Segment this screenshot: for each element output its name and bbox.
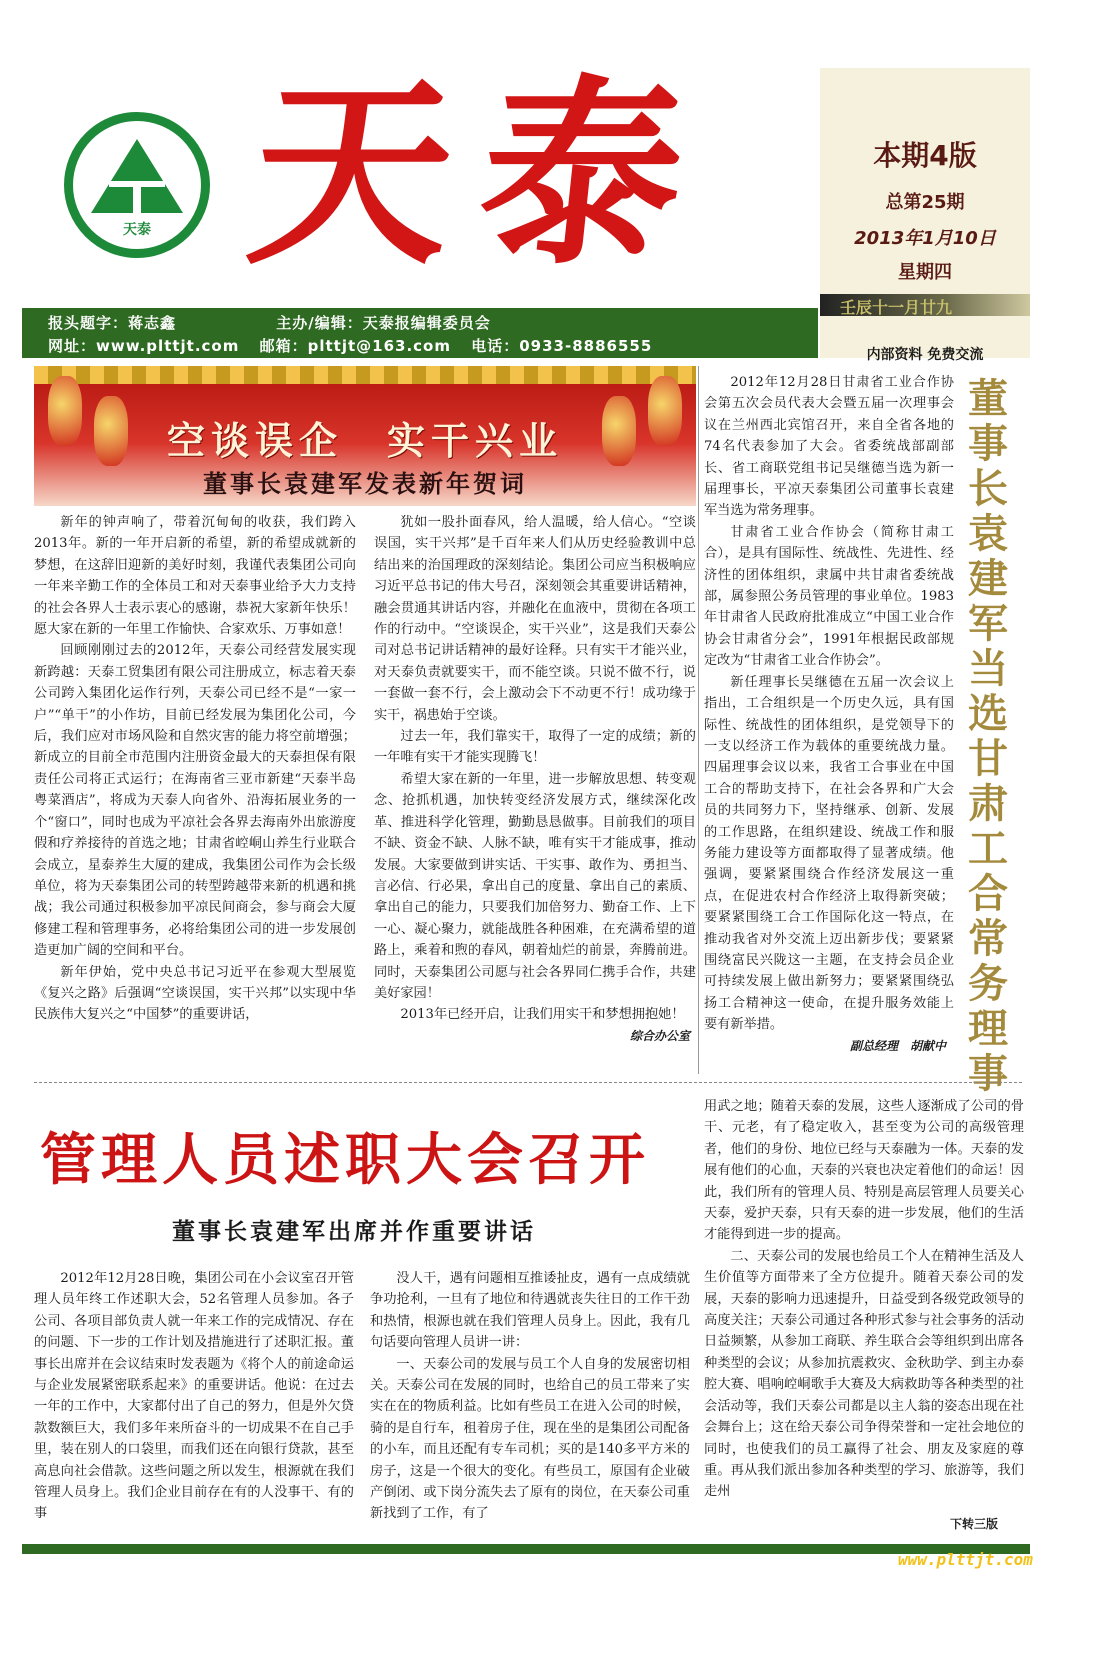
lead-column-2 [374, 512, 696, 1047]
continued-note: 下转三版 [950, 1517, 999, 1531]
lead-signature: 综合办公室 [629, 1028, 690, 1043]
side-signature: 副总经理 胡献中 [849, 1038, 946, 1053]
paragraph: 没人干，遇有问题相互推诿扯皮，遇有一点成绩就争功抢利，一旦有了地位和待遇就丧失往日的工作干劲和热情，根源也就在我们管理人员身上。因此，我有几句话要向管理人员讲一讲： [370, 1271, 690, 1351]
second-column-3 [704, 1096, 1024, 1503]
paragraph: 新年的钟声响了，带着沉甸甸的收获，我们跨入2013年。新的一年开启新的希望，新的希望成就新的梦想，在这辞旧迎新的美好时刻，我谨代表集团公司向一年来辛勤工作的全体员工和对天泰事业给予大力支持的社会各界人士表示衷心的感谢，恭祝大家新年快乐！愿大家在新的一年里工作愉快、合家欢乐、万事如意！ [34, 515, 356, 638]
lunar-date: 壬辰十一月廿九 [840, 298, 953, 317]
lead-headline: 空谈误企 实干兴业 [166, 418, 563, 463]
issue-total: 总第25期 [885, 192, 965, 213]
second-column-2 [370, 1268, 690, 1525]
paragraph: 2013年已经开启，让我们用实干和梦想拥抱她！ [400, 1007, 685, 1023]
paragraph: 一、天泰公司的发展与员工个人自身的发展密切相关。天泰公司在发展的同时，也给自己的员工带来了实实在在的物质利益。比如有些员工在进入公司的时候，骑的是自行车，租着房子住，现在坐的是集团公司配备的小车，而且还配有专车司机；买的是140多平方米的房子，这是一个很大的变化。有些员工，原国有企业破产倒闭、或下岗分流失去了原有的岗位，在天泰公司重新找到了工作，有了 [370, 1356, 690, 1522]
issue-weekday: 星期四 [898, 262, 952, 283]
internal-note: 内部资料 免费交流 [866, 347, 984, 363]
second-headline: 管理人员述职大会召开 [40, 1128, 650, 1193]
company-logo [64, 112, 210, 258]
calligrapher-credit: 报头题字：蒋志鑫 [48, 314, 177, 332]
side-article [704, 372, 954, 1057]
side-headline: 董事长袁建军当选甘肃工合常务理事 [968, 375, 1008, 1097]
paragraph: 甘肃省工业合作协会（简称甘肃工合），是具有国际性、统战性、先进性、经济性的团体组织，隶属中共甘肃省委统战部，属参照公务员管理的事业单位。1983年甘肃省人民政府批准成立“中国工业合作协会甘肃省分会”，1991年根据民政部规定改为“甘肃省工业合作协会”。 [704, 524, 954, 669]
paragraph: 回顾刚刚过去的2012年，天泰公司经营发展实现新跨越：天泰工贸集团有限公司注册成立，标志着天泰公司跨入集团化运作行列，天泰公司已经不是“一家一户”“单干”的小作坊，目前已经发展为集团化公司，今后，我们应对市场风险和自然灾害的能力将空前增强；新成立的目前全市范围内注册资金最大的天泰担保有限责任公司将正式运行；在海南省三亚市新建“天泰半岛粤菜酒店”，将成为天泰人向省外、沿海拓展业务的一个“窗口”，同时也成为平凉社会各界去海南外出旅游度假和疗养接待的首选之地；甘肃省崆峒山养生行业联合会成立，星泰养生大厦的建成，我集团公司作为会长级单位，将为天泰集团公司的转型跨越带来新的机遇和挑战；我公司通过积极参加平凉民间商会，参与商会大厦修建工程和管理事务，必将给集团公司的进一步发展创造更加广阔的空间和平台。 [34, 643, 356, 959]
lunar-date-bar [820, 294, 1030, 316]
masthead [22, 32, 1030, 363]
paragraph: 新任理事长吴继德在五届一次会议上指出，工合组织是一个历史久远，具有国际性、统战性的团体组织，是党领导下的一支以经济工作为载体的重要统战力量。四届理事会议以来，我省工合事业在中国工合的帮助支持下，在社会各界和广大会员的共同努力下，坚持继承、创新、发展的工作思路，在组织建设、统战工作和服务能力建设等方面都取得了显著成绩。他强调，要紧紧围绕合作经济发展这一重点，在促进农村合作经济上取得新突破；要紧紧围绕工合工作国际化这一特点，在推动我省对外交流上迈出新步伐；要紧紧围绕富民兴陇这一主题，在支持会员企业可持续发展上做出新努力；要紧紧围绕弘扬工合精神这一使命，在提升服务效能上要有新举措。 [704, 674, 954, 1033]
paragraph: 希望大家在新的一年里，进一步解放思想、转变观念、抢抓机遇，加快转变经济发展方式，继续深化改革、推进科学化管理，勤勤恳恳做事。目前我们的项目不缺、资金不缺、人脉不缺，唯有实干才能成事，推动发展。大家要做到讲实话、干实事、敢作为、勇担当、言必信、行必果，拿出自己的度量、拿出自己的素质、拿出自己的能力，只要我们加倍努力、勤奋工作、上下一心、凝心聚力，就能战胜各种困难，在充满希望的道路上，乘着和煦的春风，朝着灿烂的前景，奔腾前进。同时，天泰集团公司愿与社会各界同仁携手合作，共建美好家园！ [374, 771, 696, 1001]
editor-credit: 主办/编辑：天泰报编辑委员会 [276, 314, 491, 332]
section-divider [34, 1082, 1022, 1083]
lead-article [34, 366, 696, 1074]
second-column-1 [34, 1268, 354, 1525]
issue-info-box [820, 68, 1030, 363]
phone-number: 电话：0933-8886555 [471, 337, 653, 355]
festive-banner [34, 366, 696, 506]
paragraph: 2012年12月28日甘肃省工业合作协会第五次会员代表大会暨五届一次理事会议在兰州西北宾馆召开，来自全省各地的74名代表参加了大会。省委统战部副部长、省工商联党组书记吴继德当选为新一届理事长，平凉天泰集团公司董事长袁建军当选为常务理事。 [704, 375, 954, 519]
paragraph: 二、天泰公司的发展也给员工个人在精神生活及人生价值等方面带来了全方位提升。随着天泰公司的发展，天泰的影响力迅速提升，日益受到各级党政领导的高度关注；天泰公司通过各种形式参与社会事务的活动日益频繁，从参加工商联、养生联合会等组织到出席各种类型的会议；从参加抗震救灾、金秋助学、到主办泰腔大赛、唱响崆峒歌手大赛及大病救助等各种类型的社会活动等，我们天泰公司都是以主人翁的姿态出现在社会舞台上；这在给天泰公司争得荣誉和一定社会地位的同时，也使我们的员工赢得了社会、朋友及家庭的尊重。再从我们派出参加各种类型的学习、旅游等，我们走州 [704, 1248, 1024, 1500]
footer-url[interactable]: www.plttjt.com [898, 1550, 1033, 1569]
paragraph: 新年伊始，党中央总书记习近平在参观大型展览《复兴之路》后强调“空谈误国，实干兴邦”以实现中华民族伟大复兴之“中国梦”的重要讲话， [34, 964, 356, 1023]
issue-edition: 本期4版 [873, 139, 977, 172]
email-link[interactable]: 邮箱：plttjt@163.com [259, 337, 451, 355]
curtain-decoration [34, 366, 696, 384]
footer-bar [22, 1544, 1030, 1554]
logo-text: 天泰 [123, 222, 151, 238]
paragraph: 2012年12月28日晚，集团公司在小会议室召开管理人员年终工作述职大会，52名管理人员参加。各子公司、各项目部负责人就一年来工作的完成情况、存在的问题、下一步的工作计划及措施进行了述职汇报。董事长出席并在会议结束时发表题为《将个人的前途命运与企业发展紧密联系起来》的重要讲话。他说：在过去一年的工作中，大家都付出了自己的努力，但是外欠贷款数额巨大，我们多年来所奋斗的一切成果不在自己手里，装在别人的口袋里，而我们还在向银行贷款，甚至高息向社会借款。这些问题之所以发生，根源就在我们管理人员身上。我们企业目前存在有的人没事干、有的事 [34, 1271, 354, 1522]
column-divider [698, 366, 699, 1074]
paragraph: 过去一年，我们靠实干，取得了一定的成绩；新的一年唯有实干才能实现腾飞！ [374, 729, 696, 766]
issue-date: 2013年1月10日 [854, 228, 996, 249]
second-subheadline: 董事长袁建军出席并作重要讲话 [172, 1219, 536, 1245]
lead-column-1 [34, 512, 356, 1026]
newspaper-title: 天泰 [239, 57, 725, 292]
publication-info-bar [22, 308, 818, 358]
lead-subheadline: 董事长袁建军发表新年贺词 [203, 470, 527, 498]
paragraph: 犹如一股扑面春风，给人温暖，给人信心。“空谈误国，实干兴邦”是千百年来人们从历史经验教训中总结出来的治国理政的深刻结论。集团公司应当积极响应习近平总书记的伟大号召，深刻领会其重要讲话精神，融会贯通其讲话内容，并融化在血液中，贯彻在各项工作的行动中。“空谈误企，实干兴业”，这是我们天泰公司对总书记讲话精神的最好诠释。只有实干才能兴业，对天泰负责就要实干，而不能空谈。只说不做不行，说一套做一套不行，会上激动会下不动更不行！成功缘于实干，祸患始于空谈。 [374, 515, 696, 723]
paragraph: 用武之地；随着天泰的发展，这些人逐渐成了公司的骨干、元老，有了稳定收入，甚至变为公司的高级管理者，他们的身份、地位已经与天泰融为一体。天泰的发展有他们的心血，天泰的兴衰也决定着他们的命运！因此，我们所有的管理人员、特别是高层管理人员要关心天泰，爱护天泰，只有天泰的进一步发展，他们的生活才能得到进一步的提高。 [704, 1099, 1024, 1243]
website-link[interactable]: 网址：www.plttjt.com [48, 337, 240, 355]
